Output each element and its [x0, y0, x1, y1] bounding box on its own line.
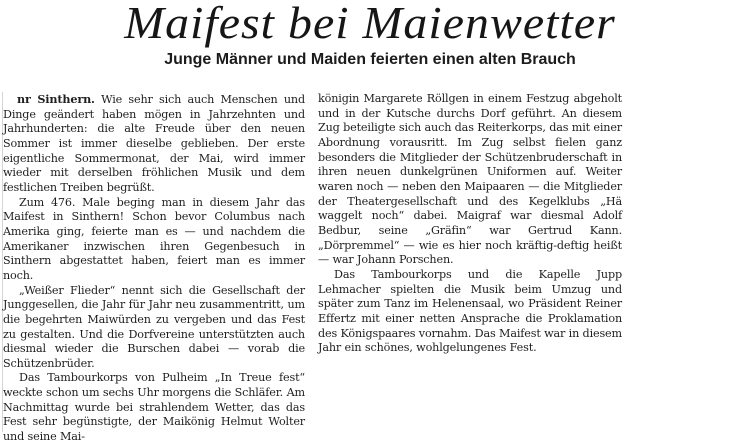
paragraph: Zum 476. Male beging man in diesem Jahr das Maifest in Sinthern! Schon bevor Columbus nach Amerika ging, feierte man es — und nachdem die Amerikaner inzwischen ihren Gegenbesuch in Sinthern abgestattet haben, feiert man es immer noch.	[3, 195, 305, 282]
paragraph: Das Tambourkorps und die Kapelle Jupp Lehmacher spielten die Musik beim Umzug und später zum Tanz im Helenensaal, wo Präsident Reiner Effertz mit einer netten Ansprache die Proklamation des Königspaares vornahm. Das Maifest war in diesem Jahr ein schönes, wohlgelungenes Fest.	[318, 267, 622, 355]
paragraph: „Weißer Flieder“ nennt sich die Gesellschaft der Junggesellen, die Jahr für Jahr neu zusammentritt, um die begehrten Maiwürden zu vergeben und das Fest zu gestalten. Und die Dorfvereine unterstützten auch diesmal wieder die Burschen dabei — vorab die Schützenbrüder.	[3, 283, 305, 370]
paragraph: Das Tambourkorps von Pulheim „In Treue fest“ weckte schon um sechs Uhr morgens die Schläfer. Am Nachmittag wurde bei strahlendem Wetter, das das Fest sehr begünstigte, der Maikönig Helmut Wolter und seine Mai-	[3, 371, 305, 444]
paragraph	[3, 92, 305, 196]
article-subheadline: Junge Männer und Maiden feierten einen alten Brauch	[164, 51, 576, 68]
paragraph-text: Wie sehr sich auch Menschen und Dinge geändert haben mögen in Jahrzehnten und Jahrhunderten: die alte Freude über den neuen Sommer ist immer dieselbe geblieben. Der erste eigentliche Sommermonat, der Mai, wird immer wieder mit derselben fröhlichen Musik und dem festlichen Treiben begrüßt.	[3, 93, 305, 194]
right-column	[318, 92, 622, 356]
dateline: nr Sinthern.	[17, 92, 95, 106]
paragraph: königin Margarete Röllgen in einem Festzug abgeholt und in der Kutsche durchs Dorf geführt. An diesem Zug beteiligte sich auch das Reiterkorps, das mit einer Abordnung vorausritt. Im Zug selbst fielen ganz besonders die Mitglieder der Schützenbruderschaft in ihren neuen dunkelgrünen Uniformen auf. Weiter waren noch — neben den Maipaaren — die Mitglieder der Theatergesellschaft und des Kegelklubs „Hä waggelt noch“ dabei. Maigraf war diesmal Adolf Bedbur, seine „Gräfin“ war Gertrud Kann. „Dörpremmel“ — wie es hier noch kräftig-deftig heißt — war Johann Porschen.	[318, 92, 622, 267]
article-headline: Maifest bei Maienwetter	[124, 0, 616, 48]
left-column	[3, 92, 305, 445]
